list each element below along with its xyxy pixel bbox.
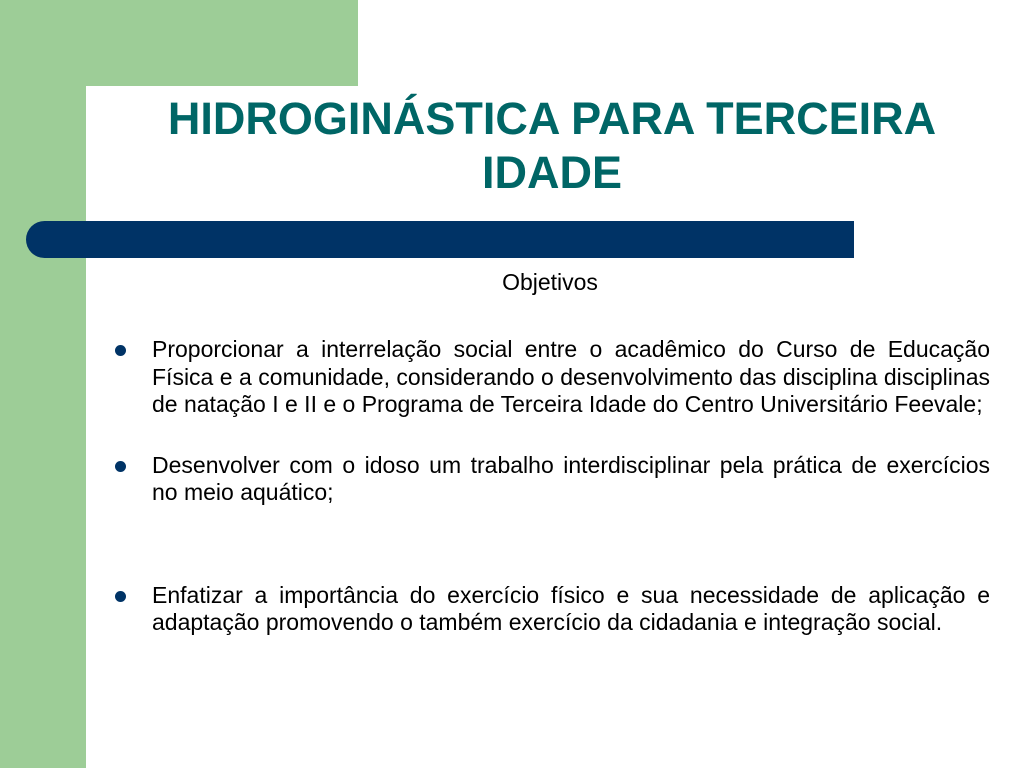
bullet-list [112,336,990,637]
slide-subtitle: Objetivos [502,269,598,295]
navy-divider-bar [26,221,854,258]
bullet-text: Enfatizar a importância do exercício físico e sua necessidade de aplicação e adaptação promovendo o também exercício da cidadania e integração social. [152,581,990,635]
bullet-dot-icon [115,345,126,356]
top-green-block [0,0,358,86]
bullet-dot-icon [115,461,126,472]
bullet-text: Proporcionar a interrelação social entre o acadêmico do Curso de Educação Física e a comunidade, considerando o desenvolvimento das disciplina disciplinas de natação I e II e o Programa de Terceira Idade do Centro Universitário Feevale; [152,336,990,417]
left-green-band [0,0,86,768]
bullet-item [112,452,990,507]
bullet-item [112,336,990,419]
slide-title: HIDROGINÁSTICA PARA TERCEIRA IDADE [167,93,937,198]
bullet-dot-icon [115,591,126,602]
bullet-item [112,582,990,637]
bullet-text: Desenvolver com o idoso um trabalho interdisciplinar pela prática de exercícios no meio aquático; [152,451,990,505]
